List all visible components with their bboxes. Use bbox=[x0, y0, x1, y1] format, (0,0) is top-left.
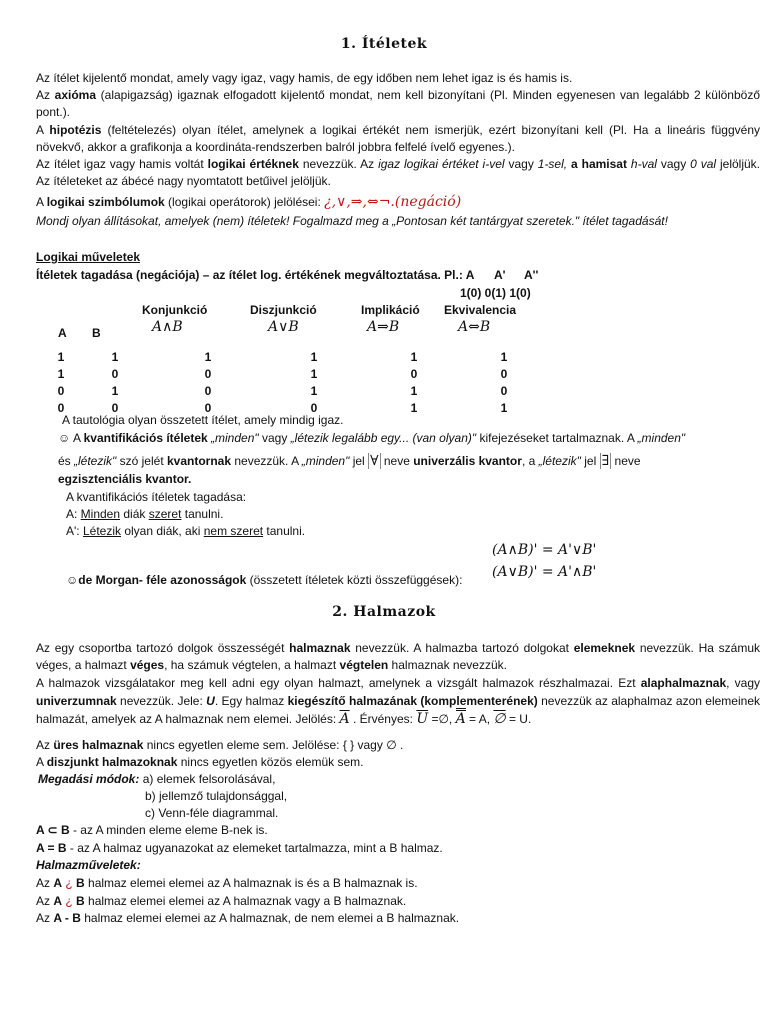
truth-table-cell: 0 bbox=[310, 400, 318, 415]
negation-a2: A'' bbox=[524, 268, 539, 282]
truth-table-cell: 1 bbox=[500, 400, 508, 415]
smiley-icon: ☺ bbox=[66, 573, 79, 587]
truth-table-cell: 0 bbox=[204, 383, 212, 398]
truth-table-row bbox=[44, 365, 544, 382]
truth-table-cell: 1 bbox=[310, 383, 318, 398]
truth-table-cell: 0 bbox=[111, 400, 119, 415]
truth-table-cell: 1 bbox=[111, 383, 119, 398]
paragraph-statement: Az ítélet kijelentő mondat, amely vagy igaz, vagy hamis, de egy időben nem lehet igaz is és hamis is. bbox=[36, 71, 573, 85]
paragraph-universe: A halmazok vizsgálatakor meg kell adni egy olyan halmazt, amelynek a vizsgált halmazok részhalmazai. Ezt alaphalmaznak, vagy univerzumnak nevezzük. Jele: U. Egy halmaz kiegészítő halmazának (komplementerének) nevezzük az alaphalmaz azon elemeinek halmazát, amelyek az A halmaznak nem elemei. Jelölés: $\overline{A}$ . Érvényes: $\overline{U}$ =∅, A = A, ∅ = U. bbox=[36, 676, 760, 727]
truth-table-cell: 0 bbox=[111, 366, 119, 381]
op-header-conjunction: Konjunkció bbox=[142, 303, 208, 317]
demorgan-formula-2: (A∨B)' = A'∧B' bbox=[492, 564, 597, 580]
smiley-icon: ☺ bbox=[58, 431, 71, 445]
exists-symbol: ∃ bbox=[601, 453, 610, 469]
subset-definition: A ⊂ B - az A minden eleme eleme B-nek is. bbox=[36, 823, 268, 837]
quantifier-example-a: A: Minden diák szeret tanulni. bbox=[66, 507, 224, 521]
truth-table bbox=[44, 348, 544, 416]
negation-line: Ítéletek tagadása (negációja) – az ítélet log. értékének megváltoztatása. Pl.: A bbox=[36, 268, 475, 282]
paragraph-hypothesis: A hipotézis (feltételezés) olyan ítélet, amelynek a logikai értékét nem ismerjük, ezért bizonyítani kell (Pl. Ha a lineáris függvény növekvő, akkor a grafikonja a koordináta-rendszerben balról jobbra felfelé ívelő egyenes.). bbox=[36, 123, 760, 154]
truth-table-cell: 1 bbox=[204, 349, 212, 364]
op-formula-equivalence: A⇔B bbox=[458, 319, 491, 335]
logic-symbols: ¿,∨,⇒,⇔¬.(negáció) bbox=[324, 194, 462, 210]
truth-table-cell: 0 bbox=[57, 400, 65, 415]
paragraph-set-definition: Az egy csoportba tartozó dolgok összességét halmaznak nevezzük. A halmazba tartozó dolgokat elemeknek nevezzük. Ha számuk véges, a halmazt véges, ha számuk végtelen, a halmazt végtelen halmaznak nevezzük. bbox=[36, 641, 760, 672]
paragraph-axiom: Az axióma (alapigazság) igaznak elfogadott kijelentő mondat, nem kell bizonyítani (Pl. Minden egyenesen van legalább 2 különböző pont.). bbox=[36, 88, 760, 119]
truth-table-cell: 1 bbox=[57, 349, 65, 364]
intersection-definition: Az A ¿ B halmaz elemei elemei az A halmaznak is és a B halmaznak is. bbox=[36, 876, 418, 890]
truth-table-cell: 1 bbox=[310, 349, 318, 364]
quantifier-line1: ☺ A kvantifikációs ítéletek „minden" vagy „létezik legalább egy... (van olyan)" kifejezéseket tartalmaznak. A „minden" bbox=[58, 431, 686, 445]
forall-symbol: ∀ bbox=[370, 453, 379, 469]
col-a-header: A bbox=[58, 326, 67, 340]
demorgan-formula-1: (A∧B)' = A'∨B' bbox=[492, 542, 597, 558]
truth-table-cell: 1 bbox=[410, 383, 418, 398]
truth-table-cell: 1 bbox=[500, 349, 508, 364]
tautology-text: A tautológia olyan összetett ítélet, amely mindig igaz. bbox=[62, 413, 344, 427]
paragraph-logic-value: Az ítélet igaz vagy hamis voltát logikai értéknek nevezzük. Az igaz logikai értéket i-vel vagy 1-sel, a hamisat h-val vagy 0 val jelöljük. Az ítéleteket az ábécé nagy nyomtatott betűivel jelöljük. bbox=[36, 157, 761, 188]
quantifier-line2: és „létezik" szó jelét kvantornak nevezzük. A „minden" jel ∀ neve univerzális kvantor, a „létezik" jel ∃ neve bbox=[58, 453, 641, 469]
truth-table-cell: 0 bbox=[57, 383, 65, 398]
truth-table-cell: 1 bbox=[310, 366, 318, 381]
equality-definition: A = B - az A halmaz ugyanazokat az elemeket tartalmazza, mint a B halmaz. bbox=[36, 841, 443, 855]
op-formula-implication: A⇒B bbox=[367, 319, 400, 335]
u-complement-symbol: $\overline{U}$ bbox=[416, 711, 429, 727]
quantifier-example-a-neg: A': Létezik olyan diák, aki nem szeret tanulni. bbox=[66, 524, 306, 538]
truth-table-cell: 1 bbox=[410, 349, 418, 364]
demorgan-line: ☺de Morgan- féle azonosságok (összetett ítéletek közti összefüggések): bbox=[66, 573, 463, 587]
logic-operations-title: Logikai műveletek bbox=[36, 250, 141, 264]
quantifier-negation-title: A kvantifikációs ítéletek tagadása: bbox=[66, 490, 247, 504]
truth-table-row bbox=[44, 348, 544, 365]
union-definition: Az A ¿ B halmaz elemei elemei az A halmaznak vagy a B halmaznak. bbox=[36, 894, 407, 908]
definition-modes: Megadási módok: a) elemek felsorolásával, bbox=[38, 772, 276, 786]
section2-title: 2. Halmazok bbox=[332, 604, 436, 620]
truth-table-cell: 1 bbox=[57, 366, 65, 381]
op-header-equivalence: Ekvivalencia bbox=[444, 303, 517, 317]
difference-definition: Az A - B halmaz elemei elemei az A halmaznak, de nem elemei a B halmaznak. bbox=[36, 911, 460, 925]
negation-values: 1(0) 0(1) 1(0) bbox=[460, 286, 531, 300]
truth-table-cell: 1 bbox=[111, 349, 119, 364]
truth-table-cell: 0 bbox=[500, 366, 508, 381]
op-formula-disjunction: A∨B bbox=[268, 319, 299, 335]
section1-title: 1. Ítéletek bbox=[340, 36, 428, 52]
op-header-disjunction: Diszjunkció bbox=[250, 303, 317, 317]
negation-a1: A' bbox=[494, 268, 506, 282]
paragraph-exercise: Mondj olyan állításokat, amelyek (nem) ítéletek! Fogalmazd meg a „Pontosan két tantárgyat szeretek." ítélet tagadását! bbox=[36, 214, 668, 228]
truth-table-cell: 0 bbox=[204, 366, 212, 381]
empty-complement-symbol: ∅ bbox=[493, 711, 506, 727]
a-double-complement-symbol: A bbox=[456, 708, 466, 727]
paragraph-symbols: A logikai szimbólumok (logikai operátorok) jelölései: ¿,∨,⇒,⇔¬.(negáció) bbox=[36, 194, 462, 210]
truth-table-cell: 0 bbox=[410, 366, 418, 381]
a-complement-symbol: $\overline{A}$ bbox=[339, 711, 350, 727]
definition-mode-b: b) jellemző tulajdonsággal, bbox=[145, 789, 288, 803]
paragraph-empty-set: Az üres halmaznak nincs egyetlen eleme sem. Jelölése: { } vagy ∅ . bbox=[36, 738, 404, 752]
truth-table-cell: 0 bbox=[500, 383, 508, 398]
paragraph-disjoint: A diszjunkt halmazoknak nincs egyetlen közös elemük sem. bbox=[36, 755, 364, 769]
op-formula-conjunction: A∧B bbox=[152, 319, 183, 335]
truth-table-row bbox=[44, 382, 544, 399]
truth-table-cell: 1 bbox=[410, 400, 418, 415]
quantifier-line3: egzisztenciális kvantor. bbox=[58, 472, 192, 486]
truth-table-cell: 0 bbox=[204, 400, 212, 415]
set-operations-title: Halmazműveletek: bbox=[36, 858, 141, 872]
op-header-implication: Implikáció bbox=[361, 303, 420, 317]
col-b-header: B bbox=[92, 326, 101, 340]
definition-mode-c: c) Venn-féle diagrammal. bbox=[145, 806, 279, 820]
